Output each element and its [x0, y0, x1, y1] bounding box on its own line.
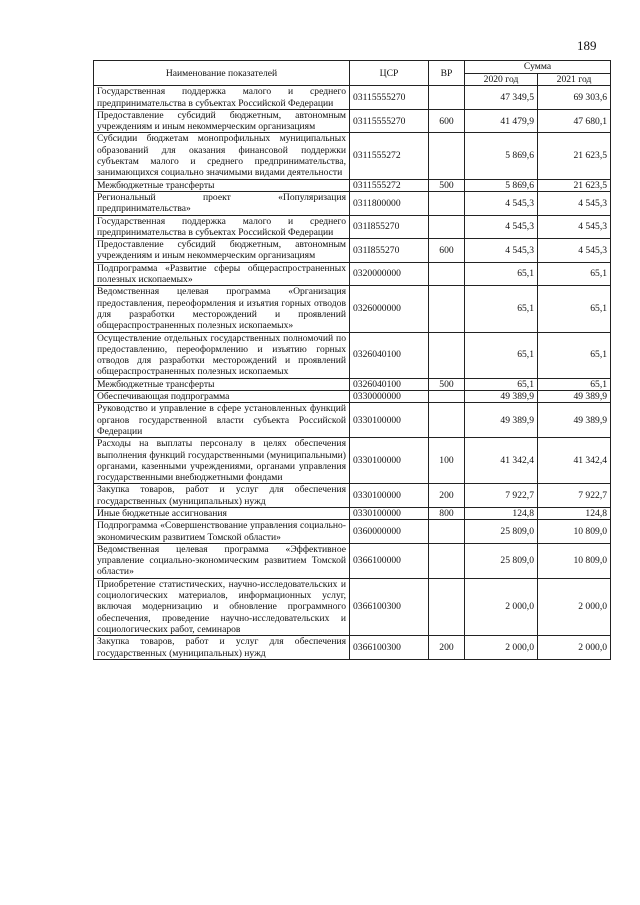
row-vr-code — [429, 391, 465, 403]
row-sum-2021: 21 623,5 — [538, 179, 611, 191]
row-vr-code — [429, 215, 465, 239]
row-sum-2020: 25 809,0 — [465, 543, 538, 578]
row-sum-2020: 47 349,5 — [465, 86, 538, 110]
row-sum-2021: 10 809,0 — [538, 543, 611, 578]
row-csr-code: 0330100000 — [350, 438, 429, 484]
row-sum-2020: 7 922,7 — [465, 484, 538, 508]
row-name: Региональный проект «Популяризация предпринимательства» — [94, 191, 350, 215]
row-vr-code — [429, 86, 465, 110]
row-csr-code: 03115555270 — [350, 86, 429, 110]
row-csr-code: 0320000000 — [350, 262, 429, 286]
row-sum-2021: 124,8 — [538, 507, 611, 519]
row-name: Иные бюджетные ассигнования — [94, 507, 350, 519]
row-name: Осуществление отдельных государственных полномочий по предоставлению, переоформлению и изъятию горных отводов для разработки месторождений и проявлений общераспространенных полезных ископаемых — [94, 332, 350, 378]
row-sum-2020: 65,1 — [465, 286, 538, 332]
row-sum-2021: 4 545,3 — [538, 191, 611, 215]
row-sum-2020: 4 545,3 — [465, 239, 538, 263]
row-csr-code: 0330100000 — [350, 403, 429, 438]
row-name: Закупка товаров, работ и услуг для обеспечения государственных (муниципальных) нужд — [94, 484, 350, 508]
row-sum-2021: 4 545,3 — [538, 239, 611, 263]
row-vr-code: 600 — [429, 109, 465, 133]
row-csr-code: 0330100000 — [350, 484, 429, 508]
table-row — [94, 543, 611, 578]
row-sum-2021: 10 809,0 — [538, 520, 611, 544]
header-vr: ВР — [429, 61, 465, 86]
row-vr-code — [429, 262, 465, 286]
table-row — [94, 484, 611, 508]
row-name: Межбюджетные трансферты — [94, 179, 350, 191]
row-name: Государственная поддержка малого и среднего предпринимательства в субъектах Российской Федерации — [94, 86, 350, 110]
row-vr-code: 800 — [429, 507, 465, 519]
row-csr-code: 0326000000 — [350, 286, 429, 332]
row-sum-2020: 4 545,3 — [465, 191, 538, 215]
row-sum-2021: 69 303,6 — [538, 86, 611, 110]
table-row — [94, 507, 611, 519]
table-row — [94, 520, 611, 544]
row-vr-code — [429, 191, 465, 215]
row-csr-code: 031I855270 — [350, 239, 429, 263]
row-sum-2021: 2 000,0 — [538, 578, 611, 635]
row-name: Обеспечивающая подпрограмма — [94, 391, 350, 403]
row-vr-code: 500 — [429, 378, 465, 390]
header-year-2020: 2020 год — [465, 74, 538, 86]
table-row — [94, 332, 611, 378]
row-name: Ведомственная целевая программа «Организация предоставления, переоформления и изъятия горных отводов для разработки месторождений и проявлений общераспространенных полезных ископаемых» — [94, 286, 350, 332]
row-sum-2021: 49 389,9 — [538, 403, 611, 438]
row-sum-2021: 65,1 — [538, 286, 611, 332]
row-name: Государственная поддержка малого и среднего предпринимательства в субъектах Российской Федерации — [94, 215, 350, 239]
row-vr-code — [429, 403, 465, 438]
page-number: 189 — [577, 38, 597, 53]
table-row — [94, 403, 611, 438]
row-vr-code: 200 — [429, 636, 465, 660]
row-sum-2020: 25 809,0 — [465, 520, 538, 544]
row-name: Субсидии бюджетам монопрофильных муниципальных образований для оказания финансовой поддержки субъектам малого и среднего предпринимательства, занимающихся социально значимыми видами деятельности — [94, 133, 350, 179]
row-name: Расходы на выплаты персоналу в целях обеспечения выполнения функций государственными (муниципальными) органами, казенными учреждениями, органами управления государственными внебюджетными фондами — [94, 438, 350, 484]
row-sum-2021: 65,1 — [538, 262, 611, 286]
row-sum-2020: 4 545,3 — [465, 215, 538, 239]
row-sum-2020: 65,1 — [465, 332, 538, 378]
row-sum-2020: 49 389,9 — [465, 391, 538, 403]
row-sum-2021: 21 623,5 — [538, 133, 611, 179]
table-row — [94, 438, 611, 484]
row-csr-code: 0360000000 — [350, 520, 429, 544]
row-sum-2020: 65,1 — [465, 262, 538, 286]
header-year-2021: 2021 год — [538, 74, 611, 86]
row-vr-code — [429, 286, 465, 332]
row-name: Закупка товаров, работ и услуг для обеспечения государственных (муниципальных) нужд — [94, 636, 350, 660]
row-sum-2020: 65,1 — [465, 378, 538, 390]
row-name: Предоставление субсидий бюджетным, автономным учреждениям и иным некоммерческим организациям — [94, 239, 350, 263]
table-row — [94, 636, 611, 660]
row-sum-2021: 49 389,9 — [538, 391, 611, 403]
row-vr-code: 600 — [429, 239, 465, 263]
row-csr-code: 0366100000 — [350, 543, 429, 578]
row-csr-code: 0326040100 — [350, 378, 429, 390]
row-csr-code: 0311800000 — [350, 191, 429, 215]
row-sum-2021: 65,1 — [538, 332, 611, 378]
row-csr-code: 0330000000 — [350, 391, 429, 403]
header-csr: ЦСР — [350, 61, 429, 86]
table-row — [94, 262, 611, 286]
row-sum-2020: 49 389,9 — [465, 403, 538, 438]
row-name: Ведомственная целевая программа «Эффективное управление социально-экономическим развитием Томской области» — [94, 543, 350, 578]
header-sum: Сумма — [465, 61, 611, 74]
row-sum-2020: 5 869,6 — [465, 179, 538, 191]
row-csr-code: 031I855270 — [350, 215, 429, 239]
row-sum-2021: 7 922,7 — [538, 484, 611, 508]
row-csr-code: 03115555270 — [350, 109, 429, 133]
row-vr-code — [429, 543, 465, 578]
row-sum-2021: 4 545,3 — [538, 215, 611, 239]
row-csr-code: 0330100000 — [350, 507, 429, 519]
row-sum-2021: 2 000,0 — [538, 636, 611, 660]
table-body — [94, 86, 611, 660]
row-vr-code: 500 — [429, 179, 465, 191]
row-csr-code: 0366100300 — [350, 636, 429, 660]
table-row — [94, 215, 611, 239]
table-row — [94, 391, 611, 403]
row-sum-2020: 2 000,0 — [465, 578, 538, 635]
row-sum-2020: 5 869,6 — [465, 133, 538, 179]
row-sum-2020: 124,8 — [465, 507, 538, 519]
table-row — [94, 239, 611, 263]
row-csr-code: 0311555272 — [350, 179, 429, 191]
row-sum-2020: 41 342,4 — [465, 438, 538, 484]
row-name: Предоставление субсидий бюджетным, автономным учреждениям и иным некоммерческим организациям — [94, 109, 350, 133]
row-csr-code: 0311555272 — [350, 133, 429, 179]
table-row — [94, 133, 611, 179]
table-row — [94, 109, 611, 133]
row-name: Межбюджетные трансферты — [94, 378, 350, 390]
row-vr-code — [429, 520, 465, 544]
table-row — [94, 286, 611, 332]
budget-table — [93, 60, 611, 660]
row-vr-code: 100 — [429, 438, 465, 484]
header-name: Наименование показателей — [94, 61, 350, 86]
row-sum-2021: 41 342,4 — [538, 438, 611, 484]
table-row — [94, 578, 611, 635]
table-header — [94, 61, 611, 86]
row-vr-code — [429, 578, 465, 635]
table-row — [94, 179, 611, 191]
row-vr-code — [429, 332, 465, 378]
row-name: Подпрограмма «Совершенствование управления социально-экономическим развитием Томской области» — [94, 520, 350, 544]
row-name: Подпрограмма «Развитие сферы общераспространенных полезных ископаемых» — [94, 262, 350, 286]
table-row — [94, 191, 611, 215]
row-sum-2021: 47 680,1 — [538, 109, 611, 133]
row-name: Руководство и управление в сфере установленных функций органов государственной власти субъекта Российской Федерации — [94, 403, 350, 438]
table-row — [94, 86, 611, 110]
row-csr-code: 0326040100 — [350, 332, 429, 378]
row-csr-code: 0366100300 — [350, 578, 429, 635]
row-vr-code — [429, 133, 465, 179]
row-vr-code: 200 — [429, 484, 465, 508]
row-sum-2020: 2 000,0 — [465, 636, 538, 660]
row-sum-2020: 41 479,9 — [465, 109, 538, 133]
row-sum-2021: 65,1 — [538, 378, 611, 390]
row-name: Приобретение статистических, научно-исследовательских и социологических материалов, информационных услуг, включая модернизацию и обновление программного обеспечения, проведение научно-исследовательских и социологических работ, семинаров — [94, 578, 350, 635]
table-row — [94, 378, 611, 390]
